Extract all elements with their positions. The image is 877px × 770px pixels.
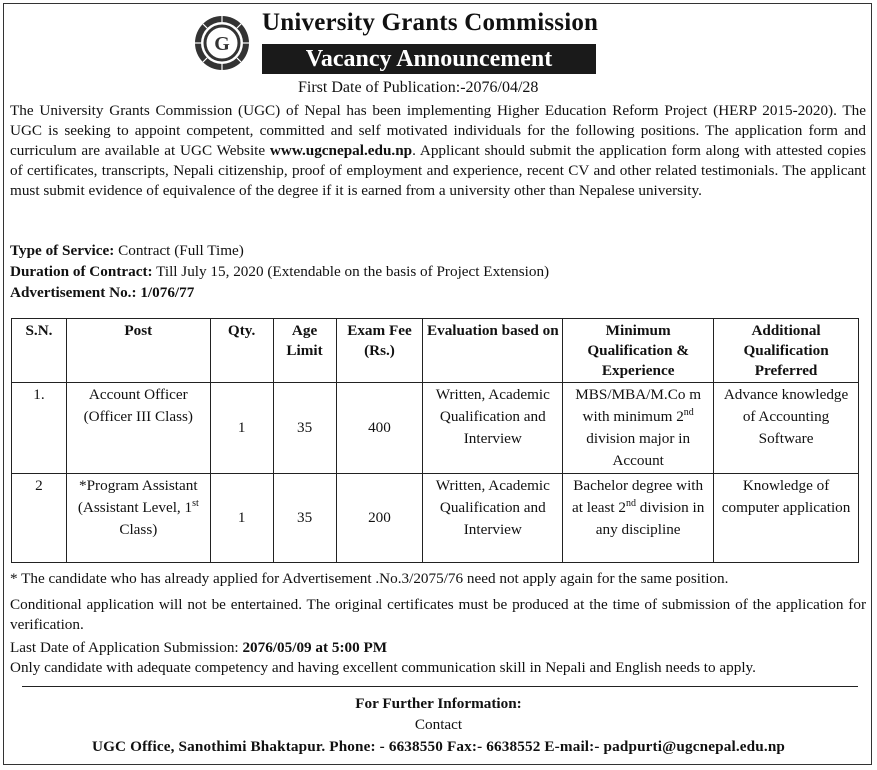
vacancy-meta <box>10 241 866 304</box>
cell-evaluation: Written, Academic Qualification and Interview <box>423 474 563 563</box>
deadline-line <box>10 638 866 658</box>
intro-text-2: . Applicant should submit the application form along with attested copies of certificates, transcripts, Nepali citizenship, proof of employment and experience, recent CV and other related testimonials. The applicant must submit evidence of equivalence of the degree if it is earned from a university other than Nepalese university. <box>10 142 867 199</box>
min-qualification-text: MBS/MBA/M.Co m with minimum 2 <box>575 386 702 425</box>
contract-duration-label: Duration of Contract: <box>10 263 153 280</box>
deadline-label: Last Date of Application Submission: <box>10 639 243 656</box>
notes-section <box>10 569 866 678</box>
deadline-value: 2076/05/09 at 5:00 PM <box>242 639 388 656</box>
col-header-age: Age Limit <box>273 319 336 383</box>
contact-address: UGC Office, Sanothimi Bhaktapur. Phone: - 6638550 Fax:- 6638552 E-mail:- padpurti@ugcnepal.edu.np <box>91 738 786 755</box>
conditional-note: Conditional application will not be entertained. The original certificates must be produced at the time of submission of the application for verification. <box>10 596 866 633</box>
cell-min-qualification <box>563 383 714 474</box>
cell-fee: 400 <box>336 383 423 474</box>
footnote: * The candidate who has already applied for Advertisement .No.3/2075/76 need not apply again for the same position. <box>10 570 729 587</box>
cell-min-qualification <box>563 474 714 563</box>
competency-note: Only candidate with adequate competency and having excellent communication skill in Nepali and English needs to apply. <box>10 659 756 676</box>
contract-duration-line <box>10 262 866 283</box>
cell-add-qualification: Advance knowledge of Accounting Software <box>714 383 859 474</box>
vacancy-table <box>11 318 859 563</box>
ugc-emblem-icon <box>193 14 251 72</box>
min-qualification-text: Bachelor degree with at least 2 <box>571 477 704 516</box>
contract-duration-value: Till July 15, 2020 (Extendable on the basis of Project Extension) <box>152 263 550 280</box>
min-qualification-text: division major in Account <box>586 430 691 469</box>
contact-label: Contact <box>414 716 463 733</box>
col-header-min-qualification: Minimum Qualification & Experience <box>563 319 714 383</box>
table-header-row <box>12 319 859 383</box>
further-info-heading: For Further Information: <box>355 695 522 712</box>
publication-date: First Date of Publication:-2076/04/28 <box>298 79 539 96</box>
announcement-banner: Vacancy Announcement <box>262 44 596 74</box>
cell-age: 35 <box>273 383 336 474</box>
website-link[interactable]: www.ugcnepal.edu.np <box>269 142 413 159</box>
ordinal-suffix: nd <box>683 406 694 418</box>
col-header-add-qualification: Additional Qualification Preferred <box>714 319 859 383</box>
organization-name: University Grants Commission <box>262 9 599 36</box>
col-header-post: Post <box>66 319 210 383</box>
cell-qty: 1 <box>210 383 273 474</box>
table-row <box>12 474 859 563</box>
cell-sn: 1. <box>12 383 67 474</box>
cell-fee: 200 <box>336 474 423 563</box>
service-type-label: Type of Service: <box>10 242 115 259</box>
cell-post <box>66 474 210 563</box>
service-type-line <box>10 241 866 262</box>
post-text: Class) <box>119 521 158 538</box>
ordinal-suffix: nd <box>625 497 636 509</box>
cell-post: Account Officer (Officer III Class) <box>66 383 210 474</box>
service-type-value: Contract (Full Time) <box>114 242 244 259</box>
table-row <box>12 383 859 474</box>
divider <box>22 686 858 687</box>
cell-age: 35 <box>273 474 336 563</box>
min-qualification-text: division in any discipline <box>595 499 705 538</box>
post-text: *Program Assistant (Assistant Level, 1 <box>77 477 198 516</box>
intro-paragraph <box>10 101 866 201</box>
intro-text-1: The University Grants Commission (UGC) of Nepal has been implementing Higher Education Reform Project (HERP 2015-2020). The UGC is seeking to appoint competent, committed and self motivated individuals for the following positions. The application form and curriculum are available at UGC Website <box>10 102 866 159</box>
emblem-letter: G <box>214 33 230 55</box>
col-header-sn: S.N. <box>12 319 67 383</box>
ordinal-suffix: st <box>192 497 199 509</box>
advertisement-number: Advertisement No.: 1/076/77 <box>10 284 195 301</box>
cell-evaluation: Written, Academic Qualification and Interview <box>423 383 563 474</box>
cell-add-qualification: Knowledge of computer application <box>714 474 859 563</box>
col-header-evaluation: Evaluation based on <box>423 319 563 383</box>
col-header-qty: Qty. <box>210 319 273 383</box>
col-header-fee: Exam Fee (Rs.) <box>336 319 423 383</box>
cell-qty: 1 <box>210 474 273 563</box>
cell-sn: 2 <box>12 474 67 563</box>
